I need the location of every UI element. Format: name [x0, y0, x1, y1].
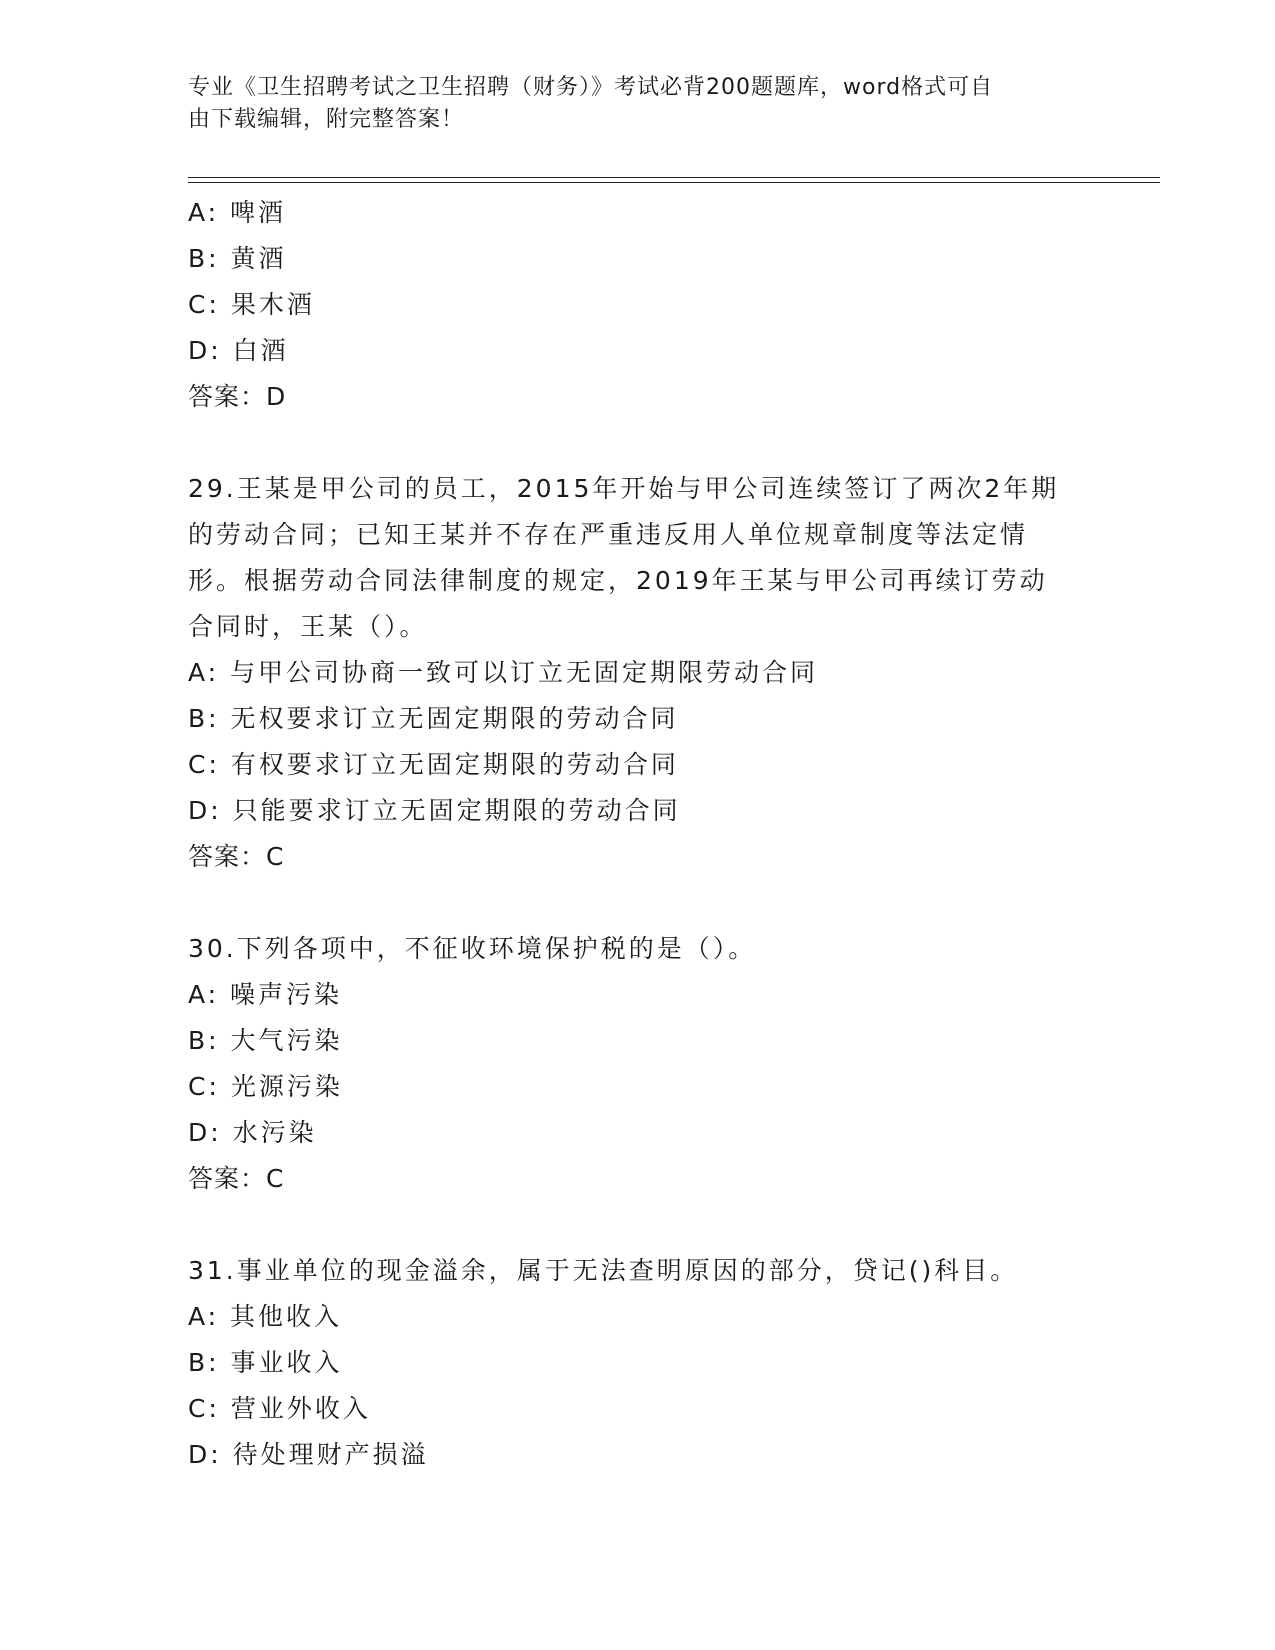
header-rule-bottom [188, 182, 1160, 183]
answer: 答案：D [188, 382, 287, 411]
question-text-line: 29.王某是甲公司的员工，2015年开始与甲公司连续签订了两次2年期 [188, 474, 1060, 503]
option-a: A: 噪声污染 [188, 980, 343, 1009]
question-text-line: 30.下列各项中，不征收环境保护税的是（）。 [188, 934, 757, 963]
option-d: D: 待处理财产损溢 [188, 1440, 429, 1469]
option-a: A: 与甲公司协商一致可以订立无固定期限劳动合同 [188, 658, 819, 687]
option-d: D: 水污染 [188, 1118, 317, 1147]
question-text-line: 31.事业单位的现金溢余，属于无法查明原因的部分，贷记()科目。 [188, 1256, 1019, 1285]
option-c: C: 营业外收入 [188, 1394, 371, 1423]
question-30 [188, 926, 1088, 1202]
option-b: B: 无权要求订立无固定期限的劳动合同 [188, 704, 679, 733]
document-body [188, 190, 1088, 1478]
option-b: B: 大气污染 [188, 1026, 343, 1055]
header-line-1: 专业《卫生招聘考试之卫生招聘（财务）》考试必背200题题库，word格式可自 [188, 75, 994, 100]
answer: 答案：C [188, 842, 285, 871]
option-b: B: 事业收入 [188, 1348, 343, 1377]
question-28 [188, 190, 1088, 420]
question-29 [188, 466, 1088, 880]
question-text-line: 的劳动合同；已知王某并不存在严重违反用人单位规章制度等法定情 [188, 520, 1029, 549]
option-d: D: 只能要求订立无固定期限的劳动合同 [188, 796, 681, 825]
answer: 答案：C [188, 1164, 285, 1193]
question-text-line: 形。根据劳动合同法律制度的规定，2019年王某与甲公司再续订劳动 [188, 566, 1048, 595]
option-b: B: 黄酒 [188, 244, 287, 273]
document-header [188, 72, 1068, 136]
question-31 [188, 1248, 1088, 1478]
question-text-line: 合同时，王某（）。 [188, 612, 428, 641]
option-d: D: 白酒 [188, 336, 289, 365]
option-c: C: 光源污染 [188, 1072, 343, 1101]
header-line-2: 由下载编辑，附完整答案！ [188, 107, 465, 132]
option-c: C: 果木酒 [188, 290, 315, 319]
header-rule-top [188, 177, 1160, 178]
option-a: A: 啤酒 [188, 198, 287, 227]
option-a: A: 其他收入 [188, 1302, 343, 1331]
option-c: C: 有权要求订立无固定期限的劳动合同 [188, 750, 679, 779]
